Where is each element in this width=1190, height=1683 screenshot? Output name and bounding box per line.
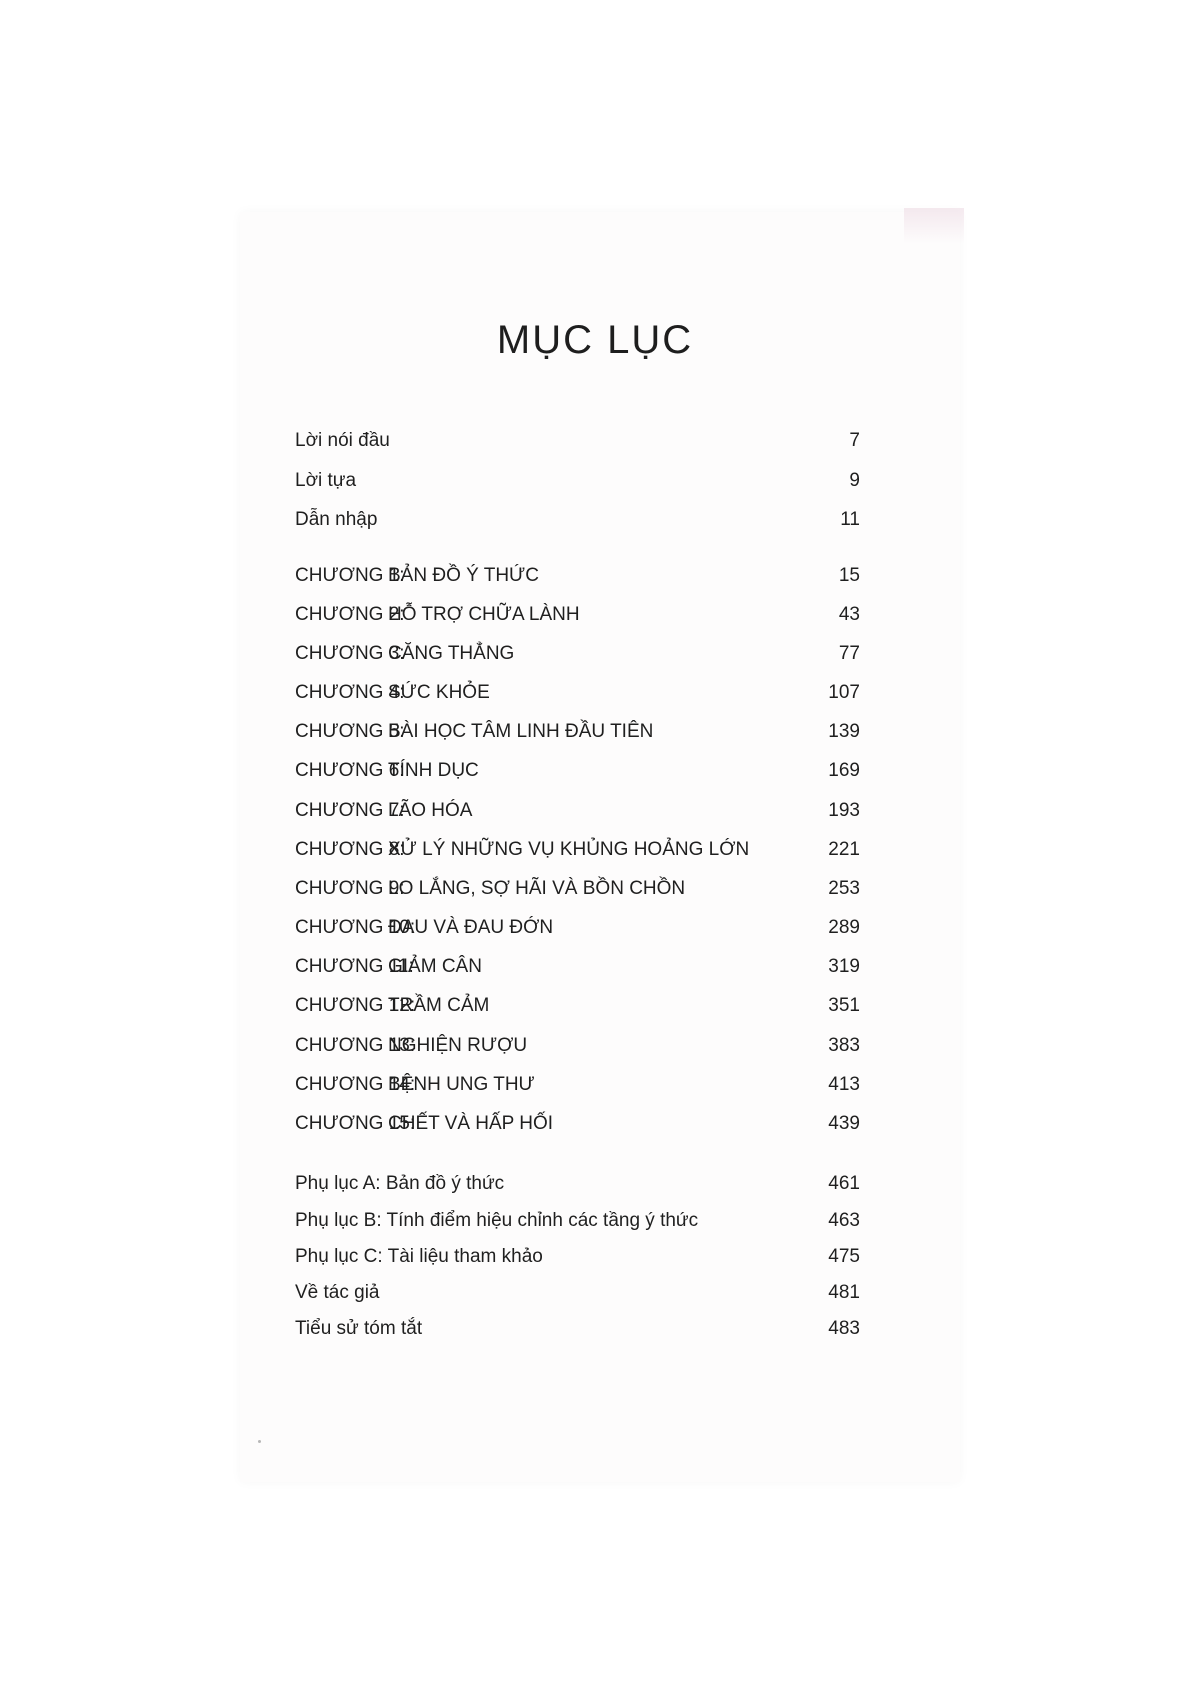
chapter-number: CHƯƠNG 15: (295, 1113, 416, 1134)
chapter-page: 319 (828, 956, 860, 977)
chapter-page: 383 (828, 1035, 860, 1056)
toc-entry-back (0, 1210, 1190, 1240)
toc-entry-back (0, 1282, 1190, 1312)
toc-entry-page: 7 (849, 430, 860, 451)
chapter-title: SỨC KHỎE (388, 682, 490, 703)
chapter-number: CHƯƠNG 8: (295, 839, 405, 860)
toc-entry-label: Phụ lục A: Bản đồ ý thức (295, 1173, 505, 1194)
chapter-number: CHƯƠNG 6: (295, 760, 405, 781)
chapter-number: CHƯƠNG 2: (295, 604, 405, 625)
toc-entry-page: 11 (840, 509, 860, 530)
toc-entry-back (0, 1173, 1190, 1203)
toc-entry-back (0, 1246, 1190, 1276)
toc-chapter-entry (0, 760, 1190, 790)
toc-entry-page: 461 (828, 1173, 860, 1194)
toc-chapter-entry (0, 800, 1190, 830)
chapter-page: 193 (828, 800, 860, 821)
toc-chapter-entry (0, 839, 1190, 869)
chapter-number: CHƯƠNG 12: (295, 995, 416, 1016)
chapter-title: BỆNH UNG THƯ (388, 1074, 535, 1095)
chapter-title: GIẢM CÂN (388, 956, 482, 977)
chapter-page: 15 (838, 565, 860, 586)
chapter-page: 413 (828, 1074, 860, 1095)
chapter-page: 289 (828, 917, 860, 938)
toc-entry-label: Tiểu sử tóm tắt (295, 1318, 423, 1339)
chapter-title: HỖ TRỢ CHỮA LÀNH (388, 604, 580, 625)
toc-entry-page: 475 (828, 1246, 860, 1267)
chapter-number: CHƯƠNG 3: (295, 643, 405, 664)
chapter-number: CHƯƠNG 13: (295, 1035, 416, 1056)
chapter-number: CHƯƠNG 7: (295, 800, 405, 821)
chapter-title: CĂNG THẲNG (388, 643, 515, 664)
toc-chapter-entry (0, 956, 1190, 986)
chapter-page: 107 (828, 682, 860, 703)
chapter-title: CHẾT VÀ HẤP HỐI (388, 1113, 554, 1134)
toc-chapter-entry (0, 1074, 1190, 1104)
chapter-title: BẢN ĐỒ Ý THỨC (388, 565, 540, 586)
scan-speck (258, 1440, 261, 1443)
toc-chapter-entry (0, 682, 1190, 712)
chapter-page: 351 (828, 995, 860, 1016)
toc-entry-label: Về tác giả (295, 1282, 380, 1303)
chapter-number: CHƯƠNG 4: (295, 682, 405, 703)
chapter-title: LÃO HÓA (388, 800, 473, 821)
toc-entry-label: Phụ lục B: Tính điểm hiệu chỉnh các tầng ý thức (295, 1210, 699, 1231)
chapter-number: CHƯƠNG 5: (295, 721, 405, 742)
chapter-page: 139 (828, 721, 860, 742)
chapter-number: CHƯƠNG 10: (295, 917, 416, 938)
chapter-page: 221 (828, 839, 860, 860)
toc-entry-label: Dẫn nhập (295, 509, 378, 530)
toc-entry-front (0, 509, 1190, 539)
toc-chapter-entry (0, 1113, 1190, 1143)
page-title: MỤC LỤC (496, 318, 694, 362)
toc-chapter-entry (0, 604, 1190, 634)
toc-entry-front (0, 430, 1190, 460)
chapter-page: 43 (838, 604, 860, 625)
toc-entry-label: Lời tựa (295, 470, 357, 491)
toc-entry-page: 463 (828, 1210, 860, 1231)
toc-entry-page: 483 (828, 1318, 860, 1339)
chapter-title: LO LẮNG, SỢ HÃI VÀ BỒN CHỒN (388, 878, 686, 899)
toc-entry-front (0, 470, 1190, 500)
toc-chapter-entry (0, 995, 1190, 1025)
toc-entry-back (0, 1318, 1190, 1348)
toc-chapter-entry (0, 643, 1190, 673)
chapter-title: TRẦM CẢM (388, 995, 490, 1016)
chapter-number: CHƯƠNG 11: (295, 956, 414, 977)
toc-chapter-entry (0, 721, 1190, 751)
chapter-title: BÀI HỌC TÂM LINH ĐẦU TIÊN (388, 721, 654, 742)
toc-chapter-entry (0, 917, 1190, 947)
chapter-page: 253 (828, 878, 860, 899)
chapter-page: 169 (828, 760, 860, 781)
chapter-title: ĐAU VÀ ĐAU ĐỚN (388, 917, 554, 938)
toc-entry-page: 481 (828, 1282, 860, 1303)
toc-chapter-entry (0, 565, 1190, 595)
toc-entry-page: 9 (849, 470, 860, 491)
chapter-title: TÍNH DỤC (388, 760, 479, 781)
toc-chapter-entry (0, 1035, 1190, 1065)
chapter-number: CHƯƠNG 1: (295, 565, 405, 586)
chapter-title: XỬ LÝ NHỮNG VỤ KHỦNG HOẢNG LỚN (388, 839, 750, 860)
chapter-page: 439 (828, 1113, 860, 1134)
toc-chapter-entry (0, 878, 1190, 908)
chapter-number: CHƯƠNG 9: (295, 878, 405, 899)
page-edge-tint (904, 208, 964, 244)
chapter-page: 77 (838, 643, 860, 664)
chapter-title: NGHIỆN RƯỢU (388, 1035, 528, 1056)
toc-entry-label: Lời nói đầu (295, 430, 390, 451)
toc-entry-label: Phụ lục C: Tài liệu tham khảo (295, 1246, 543, 1267)
chapter-number: CHƯƠNG 14: (295, 1074, 416, 1095)
